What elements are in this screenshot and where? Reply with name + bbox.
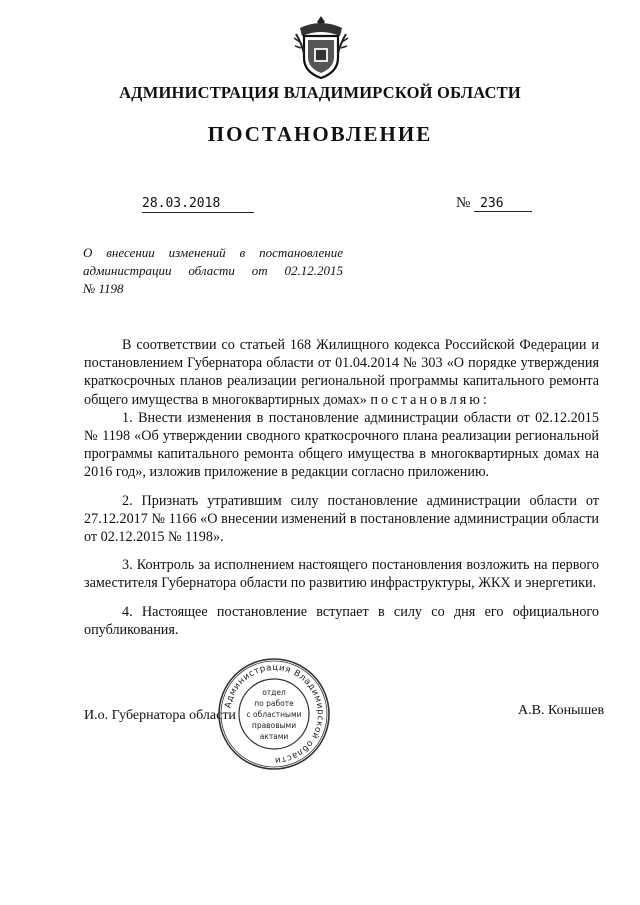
stamp-line-1: отдел	[262, 688, 286, 697]
decree-word: постановляю:	[370, 391, 490, 408]
document-number: 236	[474, 196, 532, 212]
intro-text: В соответствии со статьей 168 Жилищного кодекса Российской Федерации и постановлением Губернатора области от 01.04.2014 № 303 «О порядке утверждения краткосрочных планов реализации региональной программы капитального ремонта общего имущества в многоквартирных домах»	[84, 337, 599, 408]
item-1: 1. Внести изменения в постановление администрации области от 02.12.2015 № 1198 «Об утверждении сводного краткосрочного плана реализации региональной программы капитального ремонта общего имущества в многоквартирных домах на 2016 год», изложив приложение в редакции согласно приложению.	[84, 409, 599, 481]
stamp-ring-text: Администрация Владимирской области	[223, 662, 326, 766]
intro-paragraph	[84, 336, 599, 409]
coat-of-arms-icon	[292, 14, 350, 82]
subject-line-1: О внесении изменений в постановление	[83, 245, 343, 260]
document-date: 28.03.2018	[142, 196, 254, 213]
stamp-line-2: по работе	[254, 699, 294, 708]
document-type: ПОСТАНОВЛЕНИЕ	[207, 122, 433, 146]
item-3: 3. Контроль за исполнением настоящего постановления возложить на первого заместителя Губернатора области по развитию инфраструктуры, ЖКХ и энергетики.	[84, 557, 599, 592]
signatory-name: А.В. Конышев	[518, 703, 605, 718]
subject-line-2: администрации области от 02.12.2015	[83, 263, 343, 278]
official-stamp	[216, 656, 332, 772]
document-number-block	[456, 195, 532, 212]
organization-title: АДМИНИСТРАЦИЯ ВЛАДИМИРСКОЙ ОБЛАСТИ	[119, 83, 521, 102]
stamp-line-4: правовыми	[251, 721, 297, 730]
stamp-line-3: с областными	[246, 710, 302, 719]
subject-line-3: № 1198	[83, 281, 124, 296]
item-2: 2. Признать утратившим силу постановление администрации области от 27.12.2017 № 1166 «О внесении изменений в постановление администрации области от 02.12.2015 № 1198».	[84, 492, 599, 546]
item-4: 4. Настоящее постановление вступает в силу со дня его официального опубликования.	[84, 603, 599, 638]
signatory-position: И.о. Губернатора области	[84, 708, 236, 723]
number-prefix: №	[456, 195, 471, 211]
document-body	[84, 336, 599, 649]
stamp-line-5: актами	[259, 732, 289, 741]
document-subject	[83, 244, 343, 298]
